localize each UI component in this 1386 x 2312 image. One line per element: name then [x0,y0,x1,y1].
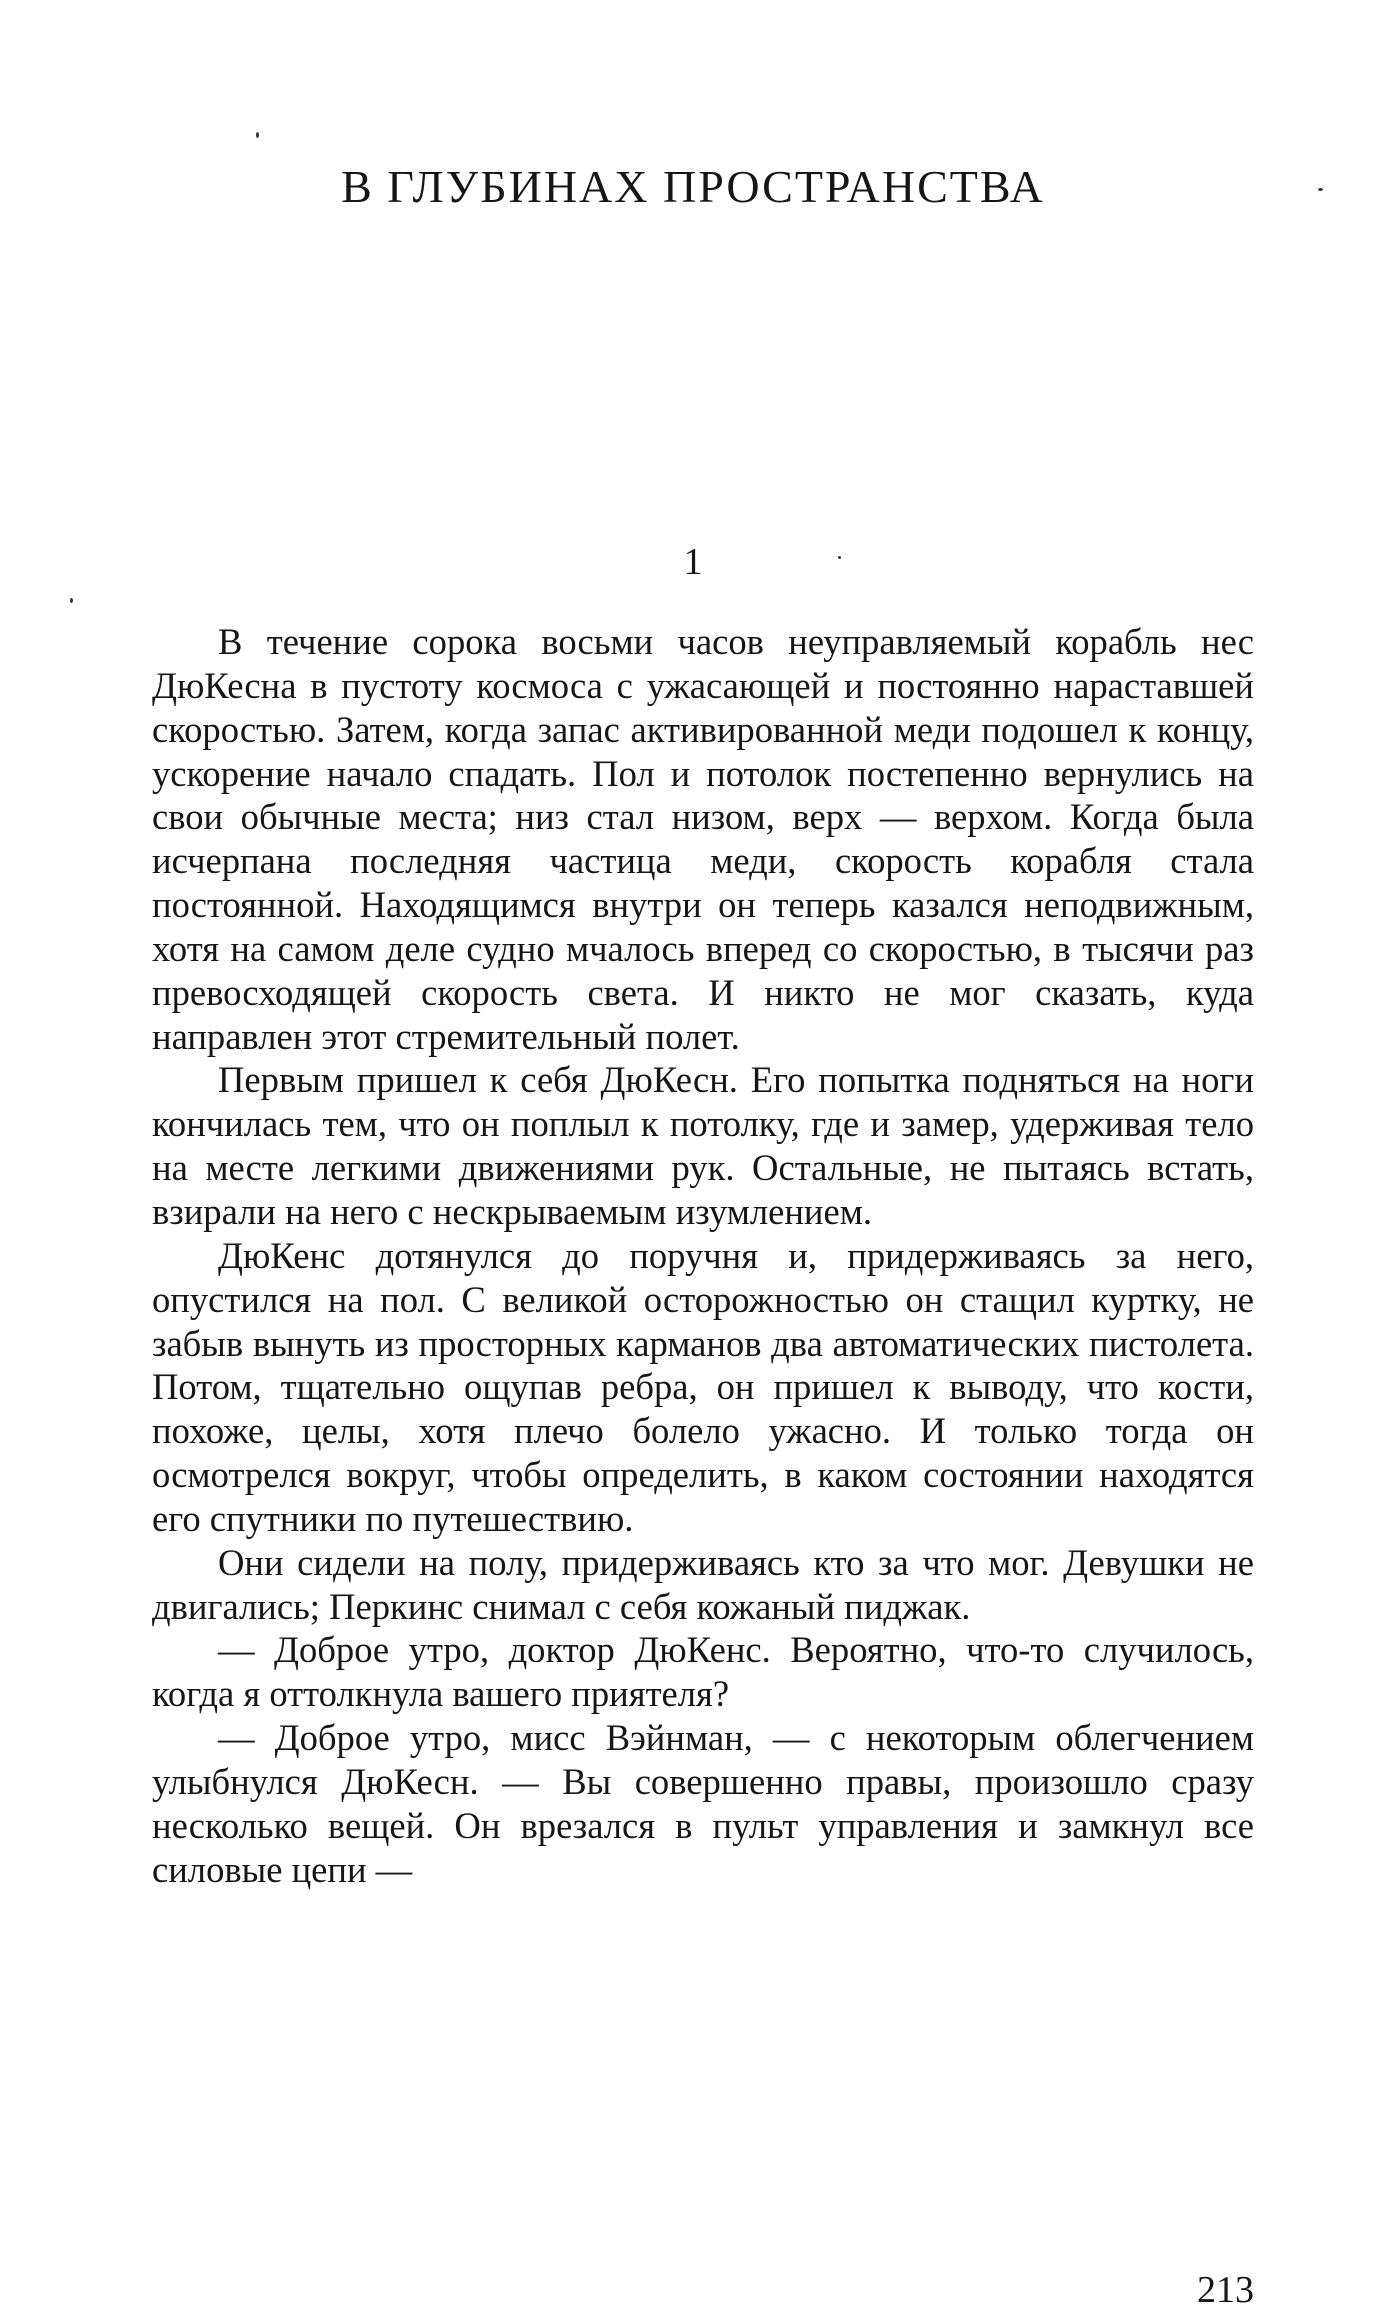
paragraph: — Доброе утро, мисс Вэйнман, — с некоторым облегчением улыбнулся ДюКесн. — Вы совершенно правы, произошло сразу несколько вещей. Он врезался в пульт управления и замкнул все силовые цепи — [152,1717,1254,1890]
scan-speck [1318,188,1323,191]
paragraph: — Доброе утро, доктор ДюКенс. Вероятно, что-то случилось, когда я оттолкнула вашего приятеля? [152,1629,1254,1715]
paragraph: В течение сорока восьми часов неуправляемый корабль нес ДюКесна в пустоту космоса с ужасающей и постоянно нараставшей скоростью. Затем, когда запас активированной меди подошел к концу, ускорение начало спадать. Пол и потолок постепенно вернулись на свои обычные места; низ стал низом, верх — верхом. Когда была исчерпана последняя частица меди, скорость корабля стала постоянной. Находящимся внутри он теперь казался неподвижным, хотя на самом деле судно мчалось вперед со скоростью, в тысячи раз превосходящей скорость света. И никто не мог сказать, куда направлен этот стремительный полет. [152,621,1254,1057]
text-body [152,620,1254,1891]
scan-speck [256,132,259,138]
scan-speck [838,556,841,559]
chapter-number: 1 [683,541,703,583]
page-number: 213 [1197,2269,1254,2311]
page-title: В ГЛУБИНАХ ПРОСТРАНСТВА [341,161,1045,212]
paragraph: Они сидели на полу, придерживаясь кто за что мог. Девушки не двигались; Перкинс снимал с себя кожаный пиджак. [152,1541,1254,1627]
paragraph: ДюКенс дотянулся до поручня и, придерживаясь за него, опустился на пол. С великой осторожностью он стащил куртку, не забыв вынуть из просторных карманов два автоматических пистолета. Потом, тщательно ощупав ребра, он пришел к выводу, что кости, похоже, целы, хотя плечо болело ужасно. И только тогда он осмотрелся вокруг, чтобы определить, в каком состоянии находятся его спутники по путешествию. [152,1234,1254,1539]
paragraph: Первым пришел к себя ДюКесн. Его попытка подняться на ноги кончилась тем, что он поплыл к потолку, где и замер, удерживая тело на месте легкими движениями рук. Остальные, не пытаясь встать, взирали на него с нескрываемым изумлением. [152,1059,1254,1232]
scan-speck [70,598,73,603]
